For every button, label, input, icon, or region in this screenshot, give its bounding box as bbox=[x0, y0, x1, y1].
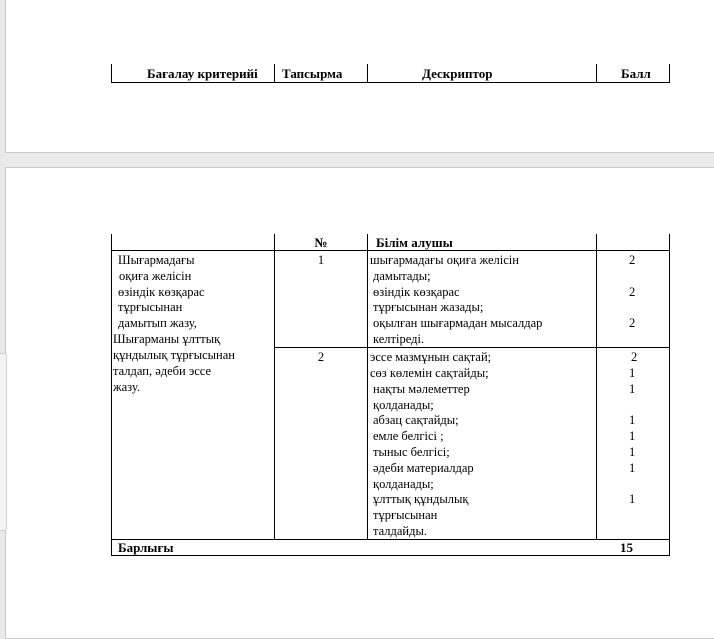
score-value: 1 bbox=[629, 461, 636, 475]
score-value: 2 bbox=[629, 316, 636, 330]
header-descriptor: Дескриптор bbox=[422, 66, 493, 81]
descriptor-line: тыныс белгісі; bbox=[373, 445, 450, 459]
header-task: Тапсырма bbox=[282, 66, 343, 81]
criteria-line: Шығармадағы bbox=[118, 253, 195, 267]
score-value: 1 bbox=[629, 492, 636, 506]
descriptor-line: емле белгісі ; bbox=[373, 429, 444, 443]
score-value: 2 bbox=[629, 253, 636, 267]
criteria-line: құндылық тұрғысынан bbox=[113, 348, 235, 362]
descriptor-line: тұрғысынан bbox=[373, 508, 438, 522]
criteria-line: талдап, әдеби эссе bbox=[113, 364, 211, 378]
subheader-learner: Білім алушы bbox=[376, 235, 453, 250]
subheader-number: № bbox=[314, 235, 328, 250]
descriptor-line: дамытады; bbox=[373, 269, 431, 283]
task-2-number: 2 bbox=[317, 350, 325, 364]
score-value: 1 bbox=[629, 366, 636, 380]
criteria-line: өзіндік көзқарас bbox=[118, 285, 205, 299]
descriptor-line: оқылған шығармадан мысалдар bbox=[373, 316, 543, 330]
descriptor-line: сөз көлемін сақтайды; bbox=[370, 366, 489, 380]
descriptor-line: қолданады; bbox=[373, 398, 434, 412]
descriptor-line: эссе мазмұнын сақтай; bbox=[370, 350, 492, 364]
descriptor-line: талдайды. bbox=[373, 524, 427, 538]
side-panel-handle[interactable] bbox=[0, 353, 7, 531]
header-score: Балл bbox=[621, 66, 651, 81]
descriptor-line: нақты мәлеметтер bbox=[373, 382, 470, 396]
descriptor-line: әдеби материалдар bbox=[373, 461, 474, 475]
descriptor-line: қолданады; bbox=[373, 477, 434, 491]
descriptor-line: ұлттық құндылық bbox=[373, 492, 469, 506]
descriptor-line: келтіреді. bbox=[373, 332, 425, 346]
score-value: 2 bbox=[629, 285, 636, 299]
descriptor-line: абзац сақтайды; bbox=[373, 413, 459, 427]
total-value: 15 bbox=[620, 540, 633, 555]
descriptor-line: тұрғысынан жазады; bbox=[373, 300, 484, 314]
score-value: 2 bbox=[631, 350, 638, 364]
criteria-line: Шығарманы ұлттық bbox=[113, 332, 221, 346]
descriptor-line: өзіндік көзқарас bbox=[373, 285, 460, 299]
score-value: 1 bbox=[629, 413, 636, 427]
criteria-line: оқиға желісін bbox=[119, 269, 192, 283]
score-value: 1 bbox=[629, 445, 636, 459]
task-1-number: 1 bbox=[317, 253, 325, 267]
header-criteria: Бағалау критерийі bbox=[147, 66, 258, 81]
criteria-line: тұрғысынан bbox=[118, 300, 183, 314]
criteria-line: дамытып жазу, bbox=[118, 316, 197, 330]
score-value: 1 bbox=[629, 429, 636, 443]
criteria-line: жазу. bbox=[113, 380, 140, 394]
score-value: 1 bbox=[629, 382, 636, 396]
descriptor-line: шығармадағы оқиға желісін bbox=[370, 253, 519, 267]
total-label: Барлығы bbox=[118, 540, 174, 555]
